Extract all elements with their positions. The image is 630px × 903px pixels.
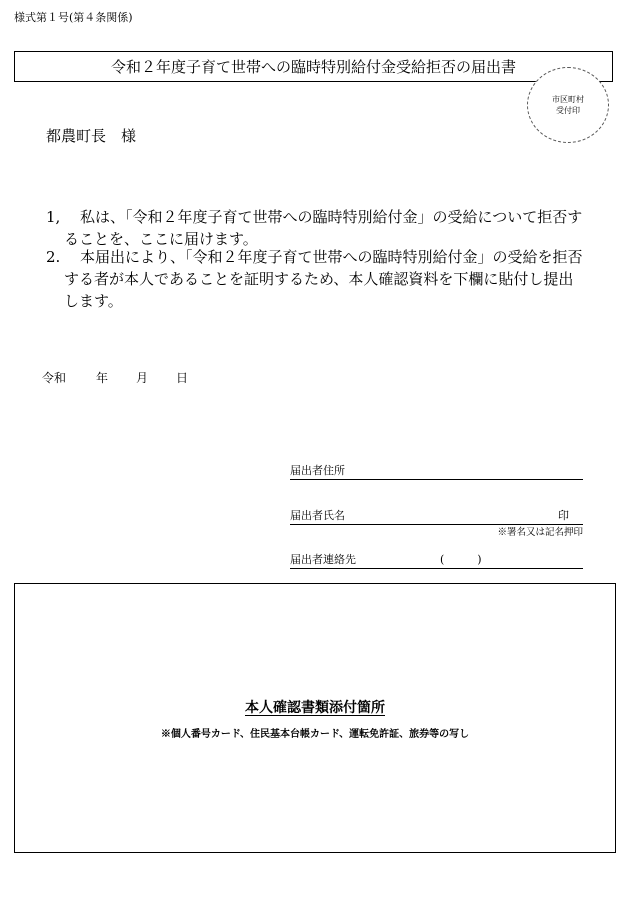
name-field[interactable] — [290, 508, 583, 525]
seal-mark: 印 — [558, 509, 569, 522]
id-attachment-title — [14, 697, 616, 717]
statement-item-1 — [46, 206, 586, 250]
date-month: 月 — [136, 371, 149, 385]
contact-label: 届出者連絡先 — [290, 553, 356, 566]
name-label: 届出者氏名 — [290, 509, 345, 522]
date-line — [42, 369, 188, 386]
stamp-label-seal: 受付印 — [556, 106, 580, 115]
id-attachment-title-text: 本人確認書類添付箇所 — [245, 700, 385, 716]
reception-stamp-area — [527, 67, 609, 143]
contact-field[interactable] — [290, 552, 583, 569]
date-year: 年 — [96, 371, 109, 385]
addressee: 都農町長 様 — [46, 127, 137, 145]
id-document-attachment-box — [14, 583, 616, 853]
statement-item-number: 2. — [46, 248, 61, 266]
address-field[interactable] — [290, 463, 583, 480]
document-title-text: 令和２年度子育て世帯への臨時特別給付金受給拒否の届出書 — [110, 58, 516, 76]
stamp-label-office: 市区町村 — [552, 95, 584, 104]
statement-item-2 — [46, 246, 586, 312]
statement-item-number: 1, — [46, 208, 61, 226]
date-day: 日 — [176, 371, 189, 385]
id-attachment-note: ※個人番号カード、住民基本台帳カード、運転免許証、旅券等の写し — [160, 729, 470, 740]
document-title — [14, 51, 613, 82]
address-label: 届出者住所 — [290, 464, 345, 477]
form-number: 様式第１号(第４条関係) — [14, 11, 133, 24]
statement-item-text: 私は、「令和２年度子育て世帯への臨時特別給付金」の受給について拒否することを、ここに届けます。 — [64, 208, 583, 248]
contact-area-code-parens: ( ) — [440, 553, 482, 566]
date-era: 令和 — [42, 371, 67, 385]
statement-item-text: 本届出により、「令和２年度子育て世帯への臨時特別給付金」の受給を拒否する者が本人であることを証明するため、本人確認資料を下欄に貼付し提出します。 — [64, 248, 583, 310]
signature-note: ※署名又は記名押印 — [497, 527, 583, 538]
